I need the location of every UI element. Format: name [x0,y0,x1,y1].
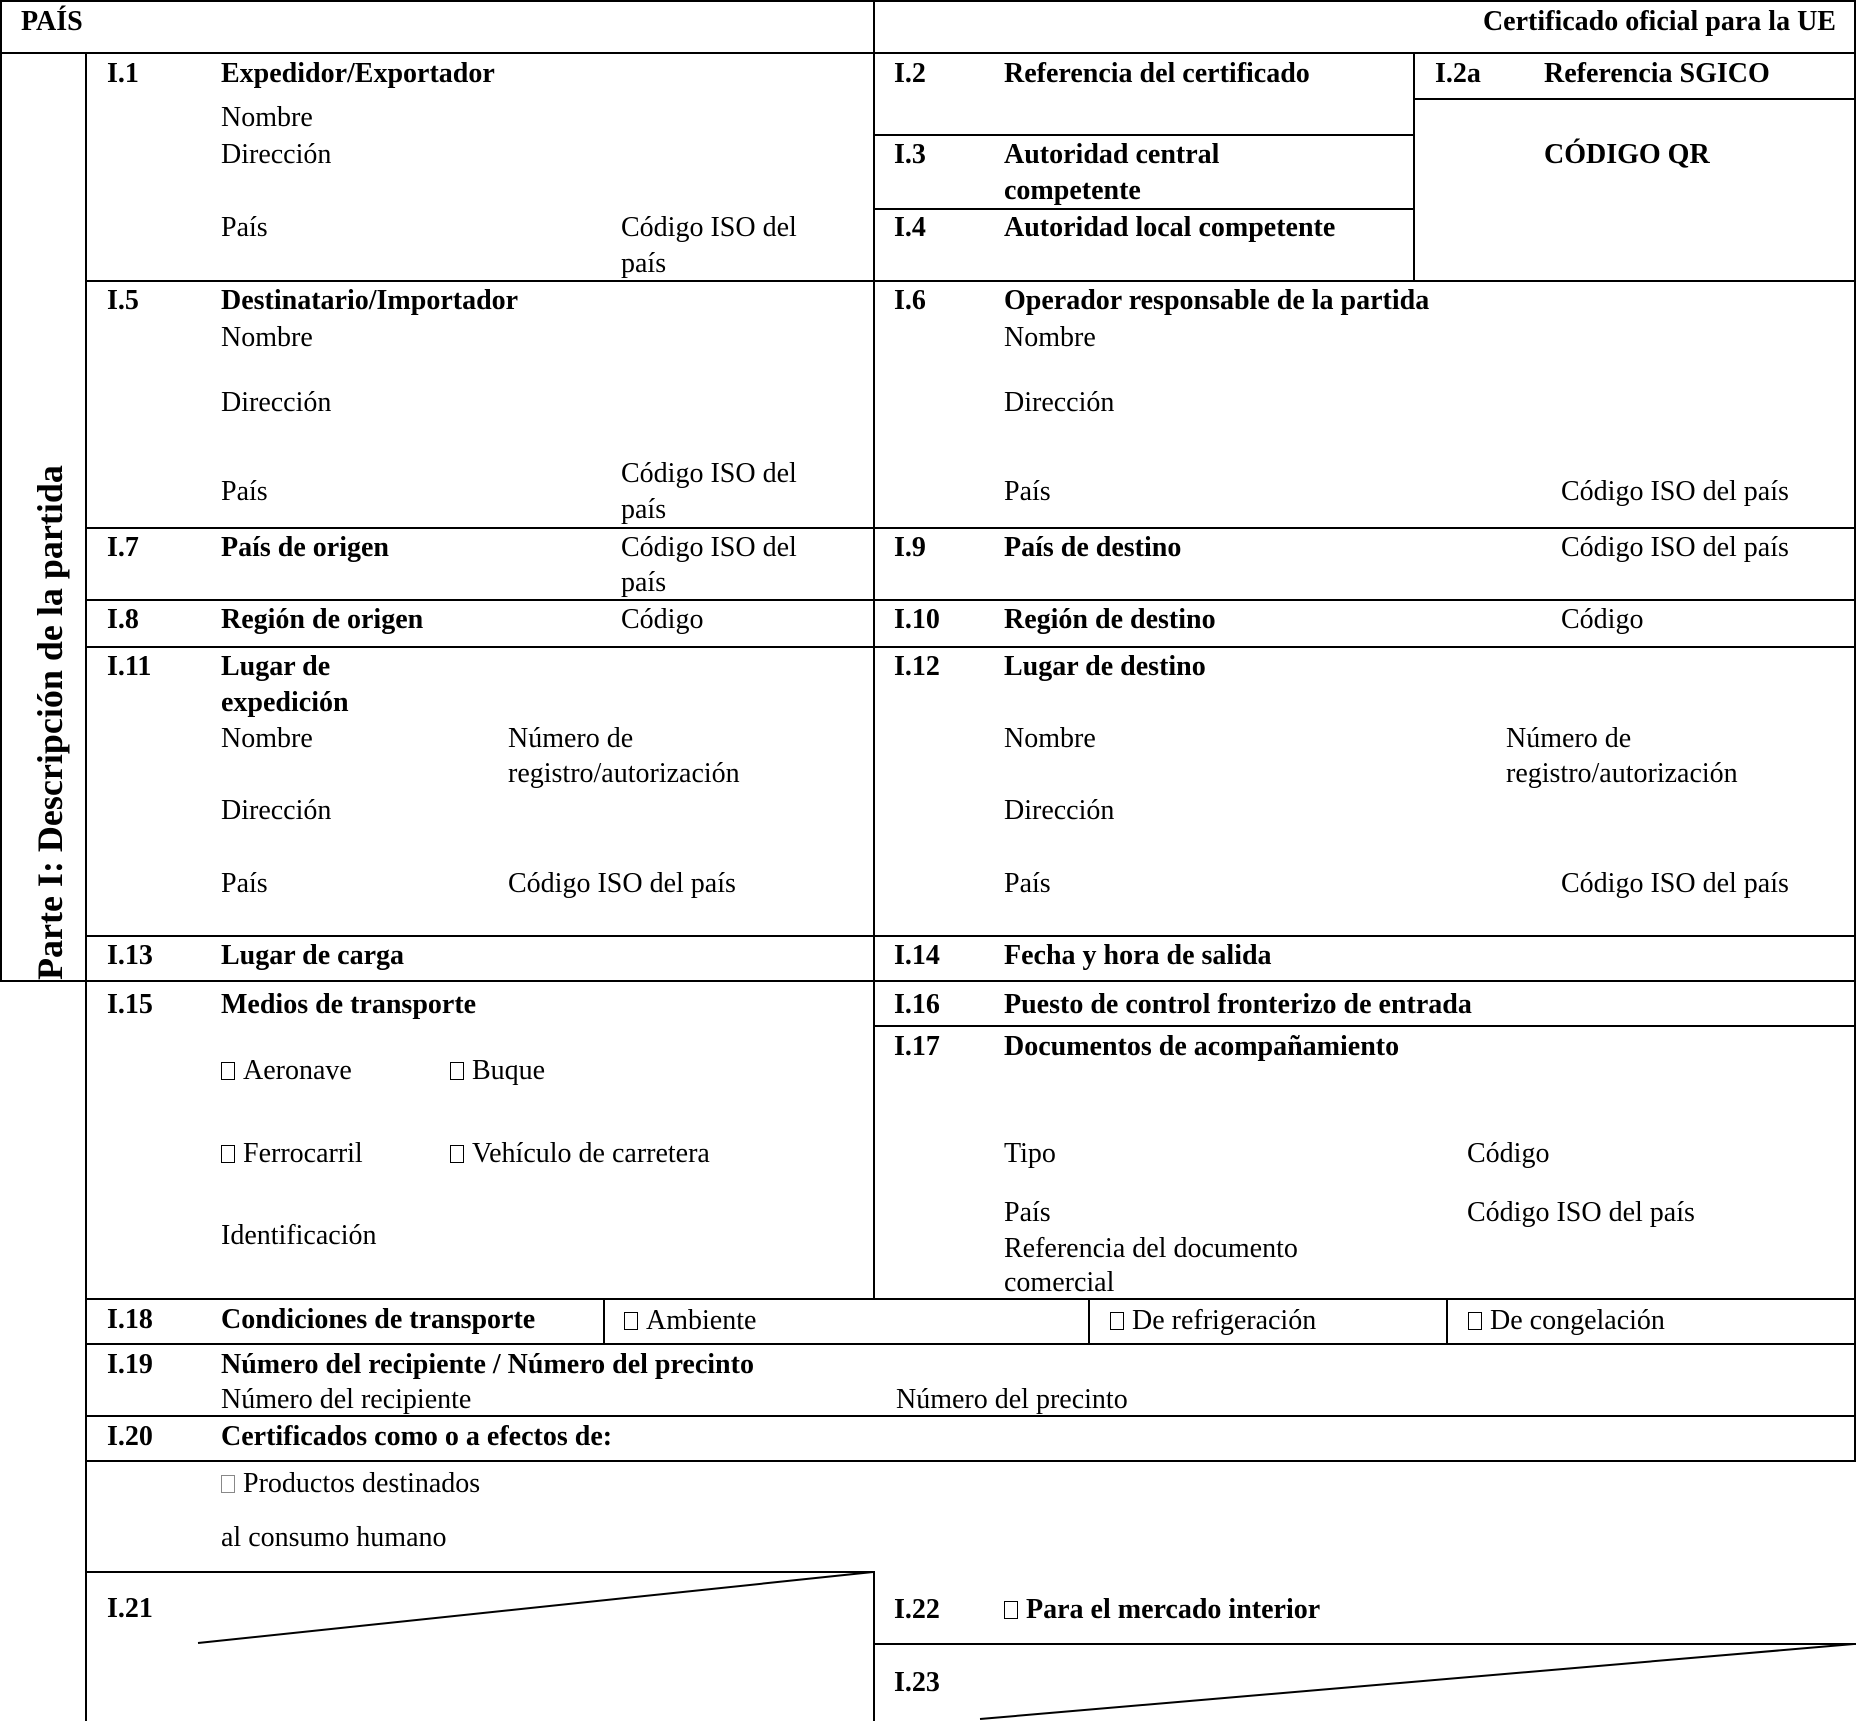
option-ferrocarril[interactable]: Ferrocarril [221,1136,363,1172]
box-title: Lugar de destino [1004,651,1206,682]
box-number: I.18 [107,1304,153,1335]
field-label: Nombre [221,102,313,133]
checkbox[interactable] [221,1062,235,1080]
box-number: I.9 [894,532,926,563]
checkbox[interactable] [450,1145,464,1163]
field-label: Nombre [1004,322,1096,353]
field-label: País [221,212,268,243]
box-title: Número del recipiente / Número del precinto [221,1349,754,1380]
box-number: I.7 [107,532,139,563]
box-number: I.8 [107,604,139,635]
box-number: I.6 [894,285,926,316]
box-number: I.21 [107,1593,153,1624]
box-number: I.12 [894,651,940,682]
box-title: Región de destino [1004,604,1216,635]
field-label: Dirección [221,387,332,418]
box-number: I.13 [107,940,153,971]
field-label: Número del recipiente [221,1384,472,1415]
option-congelacion[interactable]: De congelación [1468,1303,1665,1339]
option-consumo-humano[interactable]: Productos destinados [221,1466,480,1502]
field-label: Código ISO del [621,212,797,243]
field-label: País [221,868,268,899]
field-label: Código ISO del país [508,868,736,899]
checkbox[interactable] [1468,1312,1482,1330]
field-label: Referencia del documento [1004,1233,1298,1264]
box-title: Fecha y hora de salida [1004,940,1272,971]
field-label: Identificación [221,1220,377,1251]
box-number: I.5 [107,285,139,316]
field-label: Código [1467,1138,1550,1169]
box-number: I.19 [107,1349,153,1380]
box-number: I.2a [1435,58,1481,89]
field-label: Número del precinto [896,1384,1128,1415]
box-title: Destinatario/Importador [221,285,519,316]
field-label: Código [1561,604,1644,635]
field-label: comercial [1004,1267,1115,1298]
field-label: País [1004,868,1051,899]
checkbox[interactable] [624,1312,638,1330]
field-label: registro/autorización [1506,758,1738,789]
field-label: Código ISO del país [1561,476,1789,507]
country-header: PAÍS [21,6,83,37]
field-label: país [621,248,667,279]
option-buque[interactable]: Buque [450,1053,545,1089]
checkbox[interactable] [1110,1312,1124,1330]
box-number: I.22 [894,1594,940,1625]
box-title: Región de origen [221,604,424,635]
option-aeronave[interactable]: Aeronave [221,1053,352,1089]
box-title: Autoridad local competente [1004,212,1336,243]
box-title: Lugar de carga [221,940,405,971]
box-title: País de destino [1004,532,1182,563]
box-number: I.2 [894,58,926,89]
box-number: I.11 [107,651,152,682]
box-title: Medios de transporte [221,989,477,1020]
box-title: Referencia del certificado [1004,58,1310,89]
checkbox[interactable] [450,1062,464,1080]
checkbox[interactable] [1004,1601,1018,1619]
box-number: I.10 [894,604,940,635]
field-label: Código ISO del país [1561,532,1789,563]
field-label: Dirección [221,139,332,170]
field-label: País [1004,476,1051,507]
field-label: Nombre [221,723,313,754]
box-number: I.14 [894,940,940,971]
box-number: I.16 [894,989,940,1020]
field-label: País [1004,1197,1051,1228]
box-title: competente [1004,175,1141,206]
field-label: Código ISO del país [1467,1197,1695,1228]
field-label: Código ISO del [621,532,797,563]
box-title: Documentos de acompañamiento [1004,1031,1400,1062]
checkbox[interactable] [221,1475,235,1493]
field-label: País [221,476,268,507]
box-number: I.20 [107,1421,153,1452]
option-refrigeracion[interactable]: De refrigeración [1110,1303,1316,1339]
box-title: Condiciones de transporte [221,1304,536,1335]
field-label: Dirección [1004,795,1115,826]
box-title: Autoridad central [1004,139,1220,170]
field-label: Nombre [221,322,313,353]
box-title: Operador responsable de la partida [1004,285,1430,316]
field-label: país [621,494,667,525]
box-number: I.15 [107,989,153,1020]
field-label: Código [621,604,704,635]
box-title: País de origen [221,532,389,563]
option-mercado-interior[interactable]: Para el mercado interior [1004,1592,1320,1628]
field-label: Código ISO del [621,458,797,489]
option-vehiculo-carretera[interactable]: Vehículo de carretera [450,1136,710,1172]
box-title: Certificados como o a efectos de: [221,1421,613,1452]
box-number: I.17 [894,1031,940,1062]
box-title: Expedidor/Exportador [221,58,495,89]
box-title: Puesto de control fronterizo de entrada [1004,989,1472,1020]
box-number: I.23 [894,1667,940,1698]
box-title: Referencia SGICO [1544,58,1770,89]
checkbox[interactable] [221,1145,235,1163]
option-ambiente[interactable]: Ambiente [624,1303,756,1339]
field-label: Código ISO del país [1561,868,1789,899]
field-label: país [621,567,667,598]
field-label: Nombre [1004,723,1096,754]
box-title: Lugar de [221,651,331,682]
qr-code-label: CÓDIGO QR [1544,139,1710,170]
field-label: Número de [1506,723,1632,754]
field-label: Dirección [1004,387,1115,418]
box-number: I.4 [894,212,926,243]
certificate-header: Certificado oficial para la UE [1482,6,1836,37]
box-number: I.1 [107,58,139,89]
field-label: al consumo humano [221,1522,447,1553]
field-label: Dirección [221,795,332,826]
box-number: I.3 [894,139,926,170]
field-label: Número de [508,723,634,754]
field-label: registro/autorización [508,758,740,789]
box-title: expedición [221,687,349,718]
field-label: Tipo [1004,1138,1056,1169]
